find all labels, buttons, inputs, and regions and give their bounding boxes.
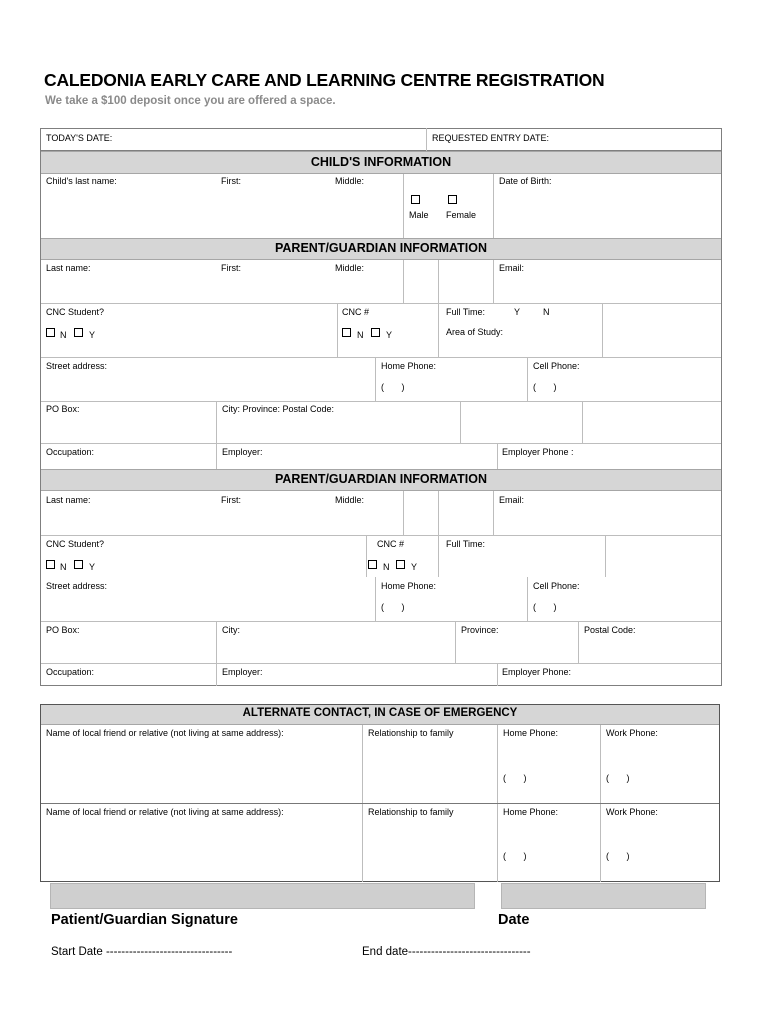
parent1-full-time-yes[interactable]: Y [514, 307, 521, 317]
signature-date-label: Date [498, 912, 530, 928]
date-of-birth-field[interactable]: Date of Birth: [499, 176, 552, 186]
parent2-cnc-num-no-checkbox[interactable] [368, 560, 377, 569]
parent1-po-box-field[interactable]: PO Box: [46, 404, 80, 414]
parent1-middle-name-field[interactable]: Middle: [335, 263, 365, 273]
parent1-street-address-field[interactable]: Street address: [46, 361, 108, 371]
parent1-home-phone-field[interactable]: Home Phone: [381, 361, 437, 371]
parent1-city-province-postal-field[interactable]: City: Province: Postal Code: [222, 404, 335, 414]
start-date-field[interactable]: Start Date --------------------------------- [51, 946, 233, 958]
emergency2-relationship-field[interactable]: Relationship to family [368, 807, 454, 817]
parent2-home-phone-field[interactable]: Home Phone: [381, 581, 437, 591]
parent2-cell-phone-field[interactable]: Cell Phone: [533, 581, 580, 591]
parent2-last-name-field[interactable]: Last name: [46, 495, 91, 505]
emergency1-name-field[interactable]: Name of local friend or relative (not living at same address): [46, 728, 284, 738]
deposit-notice: We take a $100 deposit once you are offered a space. [45, 95, 336, 107]
parent1-cnc-num-yes-checkbox[interactable] [371, 328, 380, 337]
parent2-postal-code-field[interactable]: Postal Code: [584, 625, 636, 635]
parent1-cnc-yes-checkbox[interactable] [74, 328, 83, 337]
child-info-heading: CHILD'S INFORMATION [41, 151, 721, 174]
parent2-province-field[interactable]: Province: [461, 625, 499, 635]
parent2-cnc-num-yes-checkbox[interactable] [396, 560, 405, 569]
parent2-employer-phone-field[interactable]: Employer Phone: [502, 667, 572, 677]
parent1-info-heading: PARENT/GUARDIAN INFORMATION [41, 238, 721, 260]
parent2-cnc-number-field[interactable]: CNC # [377, 539, 405, 549]
male-label: Male [409, 210, 429, 220]
parent2-po-box-field[interactable]: PO Box: [46, 625, 80, 635]
parent1-cnc-num-no-checkbox[interactable] [342, 328, 351, 337]
emergency2-work-phone-field[interactable]: Work Phone: [606, 807, 658, 817]
parent2-full-time-field[interactable]: Full Time: [446, 539, 486, 549]
todays-date-field[interactable]: TODAY'S DATE: [46, 133, 113, 143]
child-first-name-field[interactable]: First: [221, 176, 241, 186]
parent1-cell-phone-field[interactable]: Cell Phone: [533, 361, 580, 371]
entry-date-row [40, 128, 722, 151]
parent1-area-of-study-field[interactable]: Area of Study: [446, 327, 504, 337]
emergency1-work-phone-field[interactable]: Work Phone: [606, 728, 658, 738]
parent2-first-name-field[interactable]: First: [221, 495, 241, 505]
parent2-email-field[interactable]: Email: [499, 495, 525, 505]
parent1-full-time-no[interactable]: N [543, 307, 550, 317]
male-checkbox[interactable] [411, 195, 420, 204]
female-label: Female [446, 210, 477, 220]
signature-date-field[interactable] [501, 883, 706, 909]
emergency1-relationship-field[interactable]: Relationship to family [368, 728, 454, 738]
parent2-middle-name-field[interactable]: Middle: [335, 495, 365, 505]
emergency1-home-phone-field[interactable]: Home Phone: [503, 728, 559, 738]
child-last-name-field[interactable]: Child's last name: [46, 176, 117, 186]
parent1-cnc-no-checkbox[interactable] [46, 328, 55, 337]
parent2-cnc-student-label: CNC Student? [46, 539, 105, 549]
requested-entry-date-field[interactable]: REQUESTED ENTRY DATE: [432, 133, 550, 143]
guardian-signature-field[interactable] [50, 883, 475, 909]
parent1-cnc-student-label: CNC Student? [46, 307, 105, 317]
emergency2-name-field[interactable]: Name of local friend or relative (not living at same address): [46, 807, 284, 817]
guardian-signature-label: Patient/Guardian Signature [51, 912, 238, 928]
parent2-street-address-field[interactable]: Street address: [46, 581, 108, 591]
parent2-cnc-no-checkbox[interactable] [46, 560, 55, 569]
child-middle-name-field[interactable]: Middle: [335, 176, 365, 186]
parent1-employer-field[interactable]: Employer: [222, 447, 263, 457]
parent2-occupation-field[interactable]: Occupation: [46, 667, 95, 677]
parent2-cnc-yes-checkbox[interactable] [74, 560, 83, 569]
parent2-employer-field[interactable]: Employer: [222, 667, 263, 677]
emergency-contact-heading: ALTERNATE CONTACT, IN CASE OF EMERGENCY [41, 705, 719, 725]
parent1-first-name-field[interactable]: First: [221, 263, 241, 273]
parent1-email-field[interactable]: Email: [499, 263, 525, 273]
parent1-cnc-number-field[interactable]: CNC # [342, 307, 370, 317]
parent2-info-heading: PARENT/GUARDIAN INFORMATION [41, 469, 721, 491]
page-title: CALEDONIA EARLY CARE AND LEARNING CENTRE REGISTRATION [44, 70, 605, 90]
emergency2-home-phone-field[interactable]: Home Phone: [503, 807, 559, 817]
parent1-last-name-field[interactable]: Last name: [46, 263, 91, 273]
female-checkbox[interactable] [448, 195, 457, 204]
parent1-occupation-field[interactable]: Occupation: [46, 447, 95, 457]
end-date-field[interactable]: End date-------------------------------- [362, 946, 531, 958]
parent1-employer-phone-field[interactable]: Employer Phone : [502, 447, 574, 457]
parent2-city-field[interactable]: City: [222, 625, 240, 635]
parent1-full-time-field[interactable]: Full Time: [446, 307, 486, 317]
